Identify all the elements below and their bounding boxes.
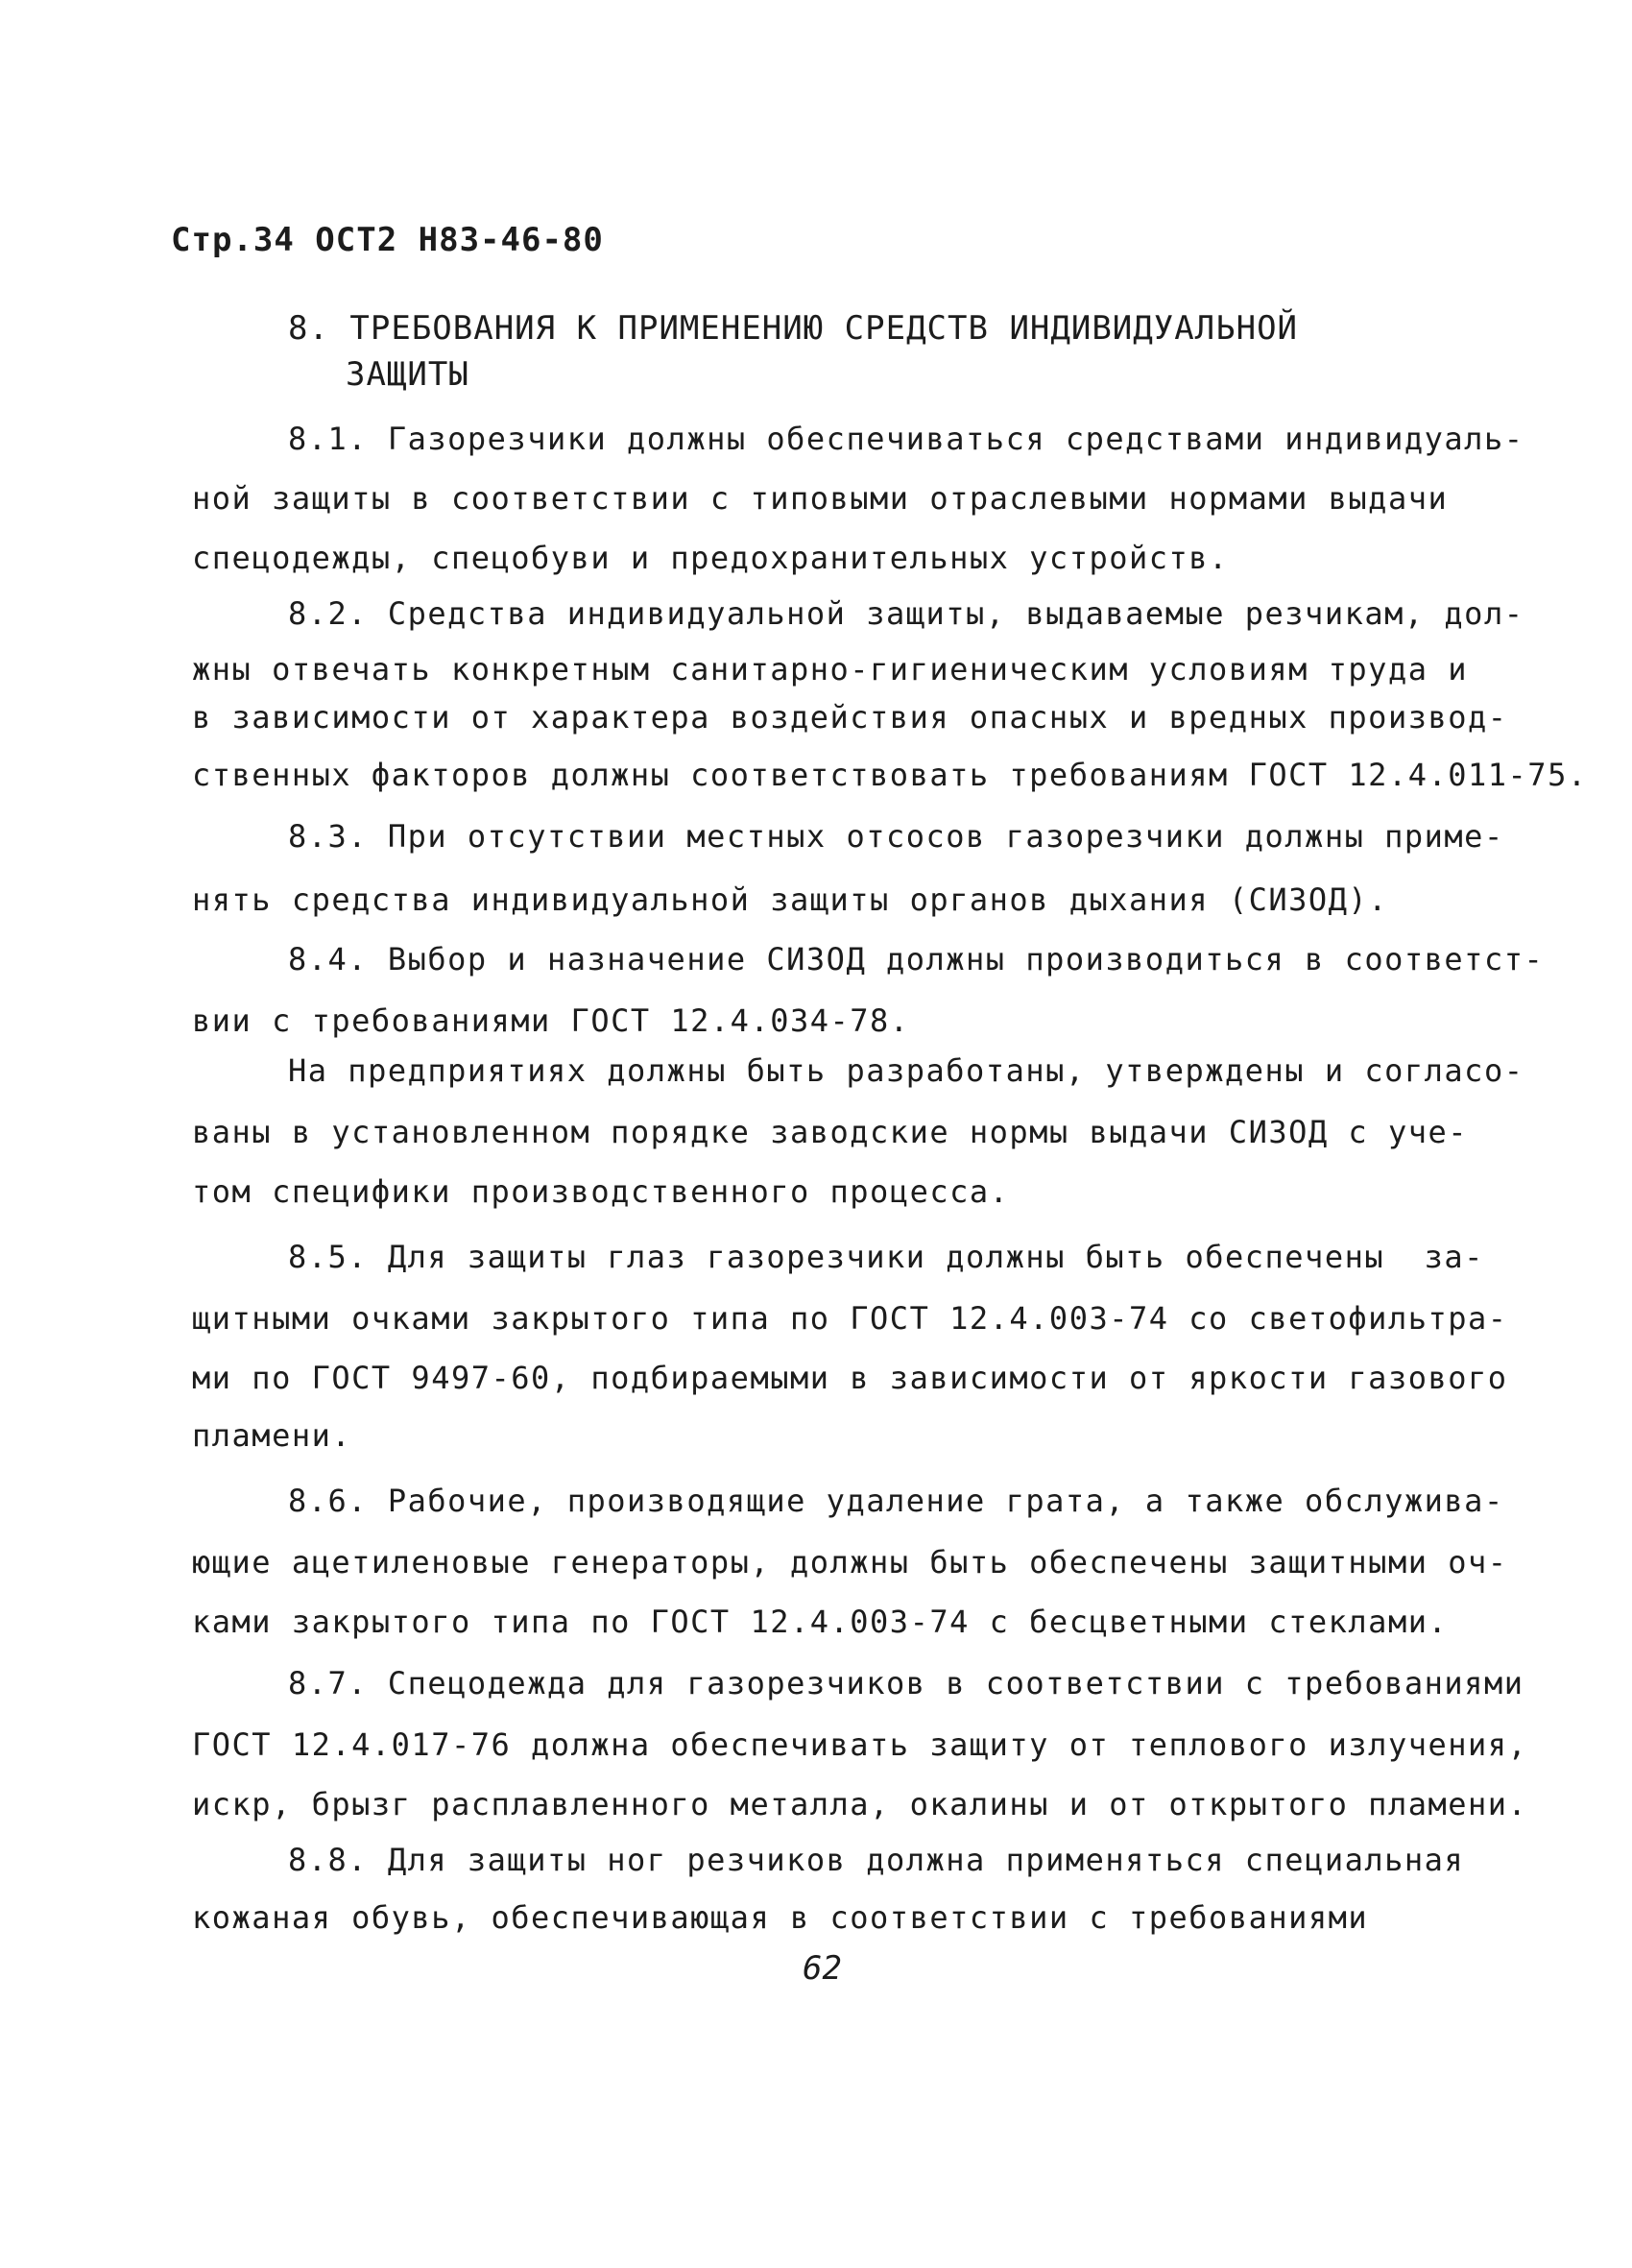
- text-line: щитными очками закрытого типа по ГОСТ 12.4.003-74 со светофильтра-: [192, 1300, 1508, 1337]
- text-line: ками закрытого типа по ГОСТ 12.4.003-74 с бесцветными стеклами.: [192, 1604, 1449, 1640]
- section-title-line-1: 8. ТРЕБОВАНИЯ К ПРИМЕНЕНИЮ СРЕДСТВ ИНДИВИДУАЛЬНОЙ: [288, 309, 1299, 348]
- text-line: 8.6. Рабочие, производящие удаление грата, а также обслужива-: [288, 1483, 1504, 1519]
- text-line: 8.7. Спецодежда для газорезчиков в соответствии с требованиями: [288, 1665, 1524, 1701]
- text-line: жны отвечать конкретным санитарно-гигиеническим условиям труда и: [192, 651, 1468, 688]
- text-line: в зависимости от характера воздействия опасных и вредных производ-: [192, 699, 1508, 736]
- text-line: ваны в установленном порядке заводские нормы выдачи СИЗОД с уче-: [192, 1114, 1468, 1150]
- text-line: 8.8. Для защиты ног резчиков должна применяться специальная: [288, 1842, 1465, 1878]
- text-line: 8.4. Выбор и назначение СИЗОД должны производиться в соответст-: [288, 941, 1545, 977]
- section-title: [288, 305, 1363, 398]
- text-line: спецодежды, спецобуви и предохранительных устройств.: [192, 540, 1229, 576]
- text-line: ми по ГОСТ 9497-60, подбираемыми в зависимости от яркости газового: [192, 1360, 1508, 1396]
- text-line: пламени.: [192, 1417, 352, 1454]
- text-line: ственных факторов должны соответствовать требованиям ГОСТ 12.4.011-75.: [192, 757, 1588, 793]
- text-line: ной защиты в соответствии с типовыми отраслевыми нормами выдачи: [192, 480, 1449, 517]
- page-header: Стр.34 ОСТ2 Н83-46-80: [171, 221, 604, 259]
- text-line: кожаная обувь, обеспечивающая в соответствии с требованиями: [192, 1899, 1369, 1936]
- text-line: нять средства индивидуальной защиты органов дыхания (СИЗОД).: [192, 881, 1388, 918]
- text-line: 8.5. Для защиты глаз газорезчики должны быть обеспечены за-: [288, 1239, 1484, 1275]
- text-line: 8.3. При отсутствии местных отсосов газорезчики должны приме-: [288, 818, 1504, 855]
- text-line: 8.1. Газорезчики должны обеспечиваться средствами индивидуаль-: [288, 421, 1524, 457]
- text-line: 8.2. Средства индивидуальной защиты, выдаваемые резчикам, дол-: [288, 595, 1524, 632]
- text-line: ющие ацетиленовые генераторы, должны быть обеспечены защитными оч-: [192, 1544, 1508, 1580]
- text-line: том специфики производственного процесса.: [192, 1173, 1010, 1210]
- text-line: вии с требованиями ГОСТ 12.4.034-78.: [192, 1002, 910, 1039]
- text-line: искр, брызг расплавленного металла, окалины и от открытого пламени.: [192, 1786, 1528, 1822]
- text-line: ГОСТ 12.4.017-76 должна обеспечивать защиту от теплового излучения,: [192, 1726, 1528, 1763]
- page-number: 62: [803, 1949, 842, 1988]
- text-line: На предприятиях должны быть разработаны, утверждены и согласо-: [288, 1052, 1524, 1089]
- section-title-line-2: ЗАЩИТЫ: [346, 355, 469, 394]
